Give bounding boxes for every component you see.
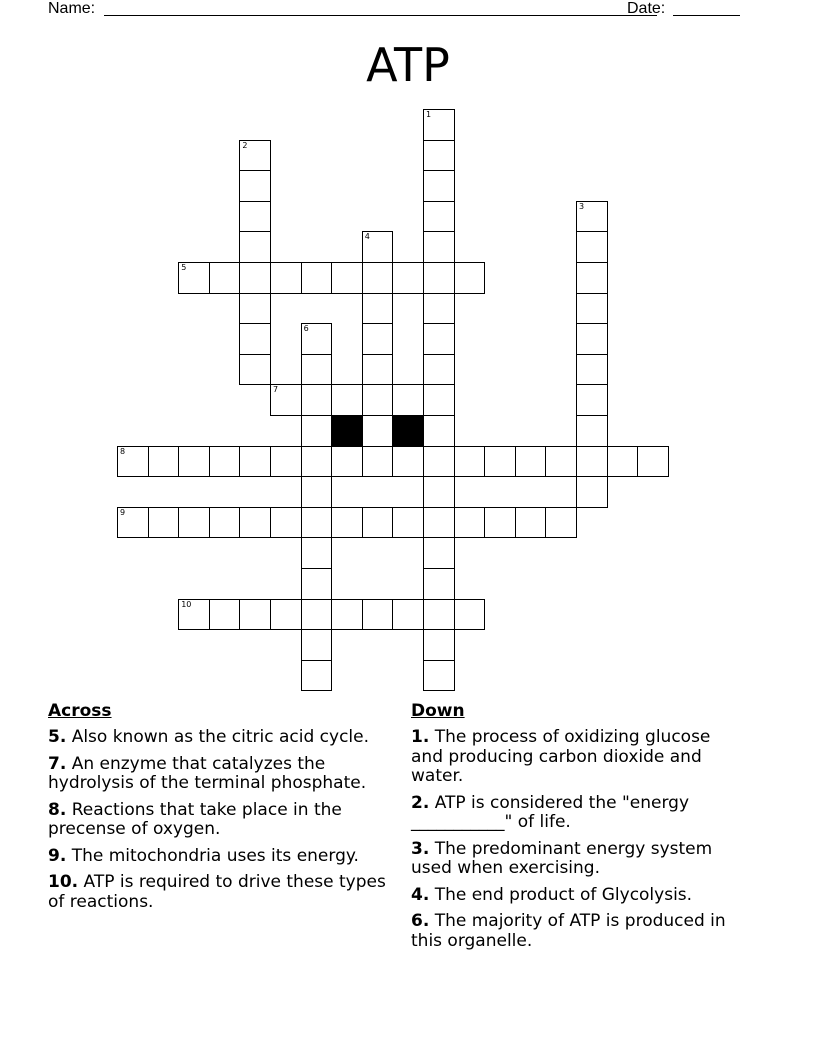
grid-cell[interactable] bbox=[423, 599, 455, 631]
grid-cell[interactable] bbox=[362, 323, 394, 355]
grid-cell[interactable] bbox=[148, 446, 180, 478]
grid-cell[interactable] bbox=[301, 476, 333, 508]
grid-cell[interactable] bbox=[239, 140, 271, 172]
grid-cell[interactable] bbox=[301, 537, 333, 569]
clue-text: Also known as the citric acid cycle. bbox=[71, 727, 370, 747]
grid-cell[interactable] bbox=[576, 231, 608, 263]
grid-cell[interactable] bbox=[362, 599, 394, 631]
cell-number: 1 bbox=[426, 110, 432, 119]
grid-cell[interactable] bbox=[331, 599, 363, 631]
grid-cell[interactable] bbox=[392, 446, 424, 478]
clue-number: 9. bbox=[48, 845, 67, 866]
across-clue bbox=[48, 755, 398, 794]
clue-text: The predominant energy system used when exercising. bbox=[411, 838, 713, 878]
grid-cell[interactable] bbox=[423, 201, 455, 233]
grid-cell[interactable] bbox=[515, 446, 547, 478]
grid-cell[interactable] bbox=[209, 262, 241, 294]
grid-cell[interactable] bbox=[423, 660, 455, 692]
grid-cell[interactable] bbox=[301, 629, 333, 661]
grid-cell[interactable] bbox=[331, 262, 363, 294]
grid-cell[interactable] bbox=[209, 507, 241, 539]
grid-cell[interactable] bbox=[239, 354, 271, 386]
cell-number: 10 bbox=[181, 599, 192, 609]
grid-cell[interactable] bbox=[331, 384, 363, 416]
grid-cell[interactable] bbox=[301, 415, 333, 447]
grid-cell[interactable] bbox=[576, 384, 608, 416]
grid-cell[interactable] bbox=[301, 568, 333, 600]
grid-cell[interactable] bbox=[423, 170, 455, 202]
clue-number: 3. bbox=[411, 838, 430, 859]
clue-number: 6. bbox=[411, 911, 430, 931]
grid-cell[interactable] bbox=[515, 507, 547, 539]
clue-text: The majority of ATP is produced in this organelle. bbox=[411, 911, 726, 951]
grid-cell[interactable] bbox=[423, 231, 455, 263]
down-clue bbox=[411, 886, 741, 906]
down-clue bbox=[411, 840, 741, 879]
grid-cell[interactable] bbox=[301, 446, 333, 478]
grid-cell[interactable] bbox=[270, 262, 302, 294]
grid-cell[interactable] bbox=[301, 384, 333, 416]
grid-cell[interactable] bbox=[454, 446, 486, 478]
down-heading: Down bbox=[411, 701, 465, 721]
grid-cell[interactable] bbox=[301, 354, 333, 386]
cell-number: 7 bbox=[273, 385, 279, 395]
grid-cell[interactable] bbox=[423, 323, 455, 355]
grid-cell[interactable] bbox=[178, 446, 210, 478]
grid-cell[interactable] bbox=[270, 446, 302, 478]
grid-cell[interactable] bbox=[178, 599, 210, 631]
clue-number: 5. bbox=[48, 727, 67, 747]
grid-cell[interactable] bbox=[545, 507, 577, 539]
grid-cell[interactable] bbox=[423, 446, 455, 478]
grid-cell[interactable] bbox=[362, 293, 394, 325]
date-label: Date: bbox=[627, 0, 666, 17]
grid-cell[interactable] bbox=[301, 660, 333, 692]
grid-cell[interactable] bbox=[576, 323, 608, 355]
grid-cell[interactable] bbox=[423, 629, 455, 661]
clue-number: 7. bbox=[48, 753, 67, 774]
across-clue bbox=[48, 728, 398, 748]
grid-cell[interactable] bbox=[270, 507, 302, 539]
clue-number: 4. bbox=[411, 884, 430, 905]
clue-text: The mitochondria uses its energy. bbox=[71, 845, 359, 866]
clue-number: 10. bbox=[48, 872, 79, 892]
grid-cell[interactable] bbox=[545, 446, 577, 478]
cell-number: 5 bbox=[181, 263, 187, 272]
cell-number: 4 bbox=[364, 232, 370, 242]
grid-cell[interactable] bbox=[239, 599, 271, 631]
grid-cell[interactable] bbox=[423, 415, 455, 447]
across-heading: Across bbox=[48, 701, 112, 721]
grid-cell[interactable] bbox=[423, 354, 455, 386]
grid-cell[interactable] bbox=[576, 446, 608, 478]
clue-text: An enzyme that catalyzes the hydrolysis of the terminal phosphate. bbox=[48, 753, 367, 793]
grid-cell[interactable] bbox=[270, 384, 302, 416]
grid-cell[interactable] bbox=[576, 262, 608, 294]
grid-cell[interactable] bbox=[423, 293, 455, 325]
grid-cell[interactable] bbox=[423, 140, 455, 172]
grid-cell[interactable] bbox=[454, 507, 486, 539]
grid-cell[interactable] bbox=[239, 507, 271, 539]
grid-cell[interactable] bbox=[331, 507, 363, 539]
grid-cell[interactable] bbox=[301, 323, 333, 355]
down-clues bbox=[411, 700, 741, 958]
grid-cell[interactable] bbox=[301, 599, 333, 631]
across-clue bbox=[48, 847, 398, 867]
across-clue bbox=[48, 801, 398, 840]
clue-number: 1. bbox=[411, 727, 430, 747]
grid-cell[interactable] bbox=[423, 507, 455, 539]
grid-cell[interactable] bbox=[362, 262, 394, 294]
across-clues bbox=[48, 700, 398, 919]
grid-cell[interactable] bbox=[362, 231, 394, 263]
grid-cell[interactable] bbox=[239, 262, 271, 294]
grid-cell[interactable] bbox=[576, 476, 608, 508]
grid-cell[interactable] bbox=[209, 599, 241, 631]
grid-cell[interactable] bbox=[178, 507, 210, 539]
grid-cell[interactable] bbox=[331, 446, 363, 478]
grid-cell[interactable] bbox=[239, 231, 271, 263]
grid-cell[interactable] bbox=[148, 507, 180, 539]
clue-text: ATP is considered the "energy ___________" of life. bbox=[411, 792, 690, 832]
grid-cell[interactable] bbox=[423, 109, 455, 141]
down-clue bbox=[411, 794, 741, 833]
grid-cell[interactable] bbox=[301, 262, 333, 294]
grid-cell[interactable] bbox=[423, 384, 455, 416]
black-cell bbox=[331, 415, 363, 447]
grid-cell[interactable] bbox=[423, 568, 455, 600]
grid-cell[interactable] bbox=[362, 354, 394, 386]
puzzle-title: ATP bbox=[366, 38, 450, 92]
grid-cell[interactable] bbox=[484, 446, 516, 478]
grid-cell[interactable] bbox=[454, 599, 486, 631]
black-cell bbox=[392, 415, 424, 447]
grid-cell[interactable] bbox=[239, 201, 271, 233]
grid-cell[interactable] bbox=[362, 384, 394, 416]
grid-cell[interactable] bbox=[392, 599, 424, 631]
grid-cell[interactable] bbox=[301, 507, 333, 539]
grid-cell[interactable] bbox=[239, 293, 271, 325]
cell-number: 3 bbox=[579, 201, 585, 211]
down-clue bbox=[411, 728, 741, 787]
name-label: Name: bbox=[48, 0, 96, 17]
clue-number: 2. bbox=[411, 792, 430, 813]
clue-text: ATP is required to drive these types of reactions. bbox=[48, 872, 386, 912]
clue-number: 8. bbox=[48, 799, 67, 820]
grid-cell[interactable] bbox=[423, 262, 455, 294]
clue-text: Reactions that take place in the precense of oxygen. bbox=[48, 799, 342, 839]
across-clue bbox=[48, 873, 398, 912]
grid-cell[interactable] bbox=[423, 476, 455, 508]
grid-cell[interactable] bbox=[239, 170, 271, 202]
clue-text: The process of oxidizing glucose and producing carbon dioxide and water. bbox=[411, 727, 711, 786]
grid-cell[interactable] bbox=[392, 262, 424, 294]
cell-number: 2 bbox=[242, 140, 248, 150]
grid-cell[interactable] bbox=[454, 262, 486, 294]
grid-cell[interactable] bbox=[484, 507, 516, 539]
cell-number: 6 bbox=[303, 324, 309, 334]
grid-cell[interactable] bbox=[362, 446, 394, 478]
grid-cell[interactable] bbox=[576, 415, 608, 447]
grid-cell[interactable] bbox=[392, 384, 424, 416]
grid-cell[interactable] bbox=[239, 323, 271, 355]
grid-cell[interactable] bbox=[239, 446, 271, 478]
grid-cell[interactable] bbox=[392, 507, 424, 539]
grid-cell[interactable] bbox=[178, 262, 210, 294]
cell-number: 9 bbox=[120, 507, 126, 517]
down-clue bbox=[411, 912, 741, 951]
grid-cell[interactable] bbox=[117, 446, 149, 478]
grid-cell[interactable] bbox=[209, 446, 241, 478]
grid-cell[interactable] bbox=[576, 293, 608, 325]
grid-cell[interactable] bbox=[637, 446, 669, 478]
grid-cell[interactable] bbox=[576, 354, 608, 386]
grid-cell[interactable] bbox=[423, 537, 455, 569]
grid-cell[interactable] bbox=[362, 507, 394, 539]
grid-cell[interactable] bbox=[362, 415, 394, 447]
grid-cell[interactable] bbox=[117, 507, 149, 539]
grid-cell[interactable] bbox=[607, 446, 639, 478]
cell-number: 8 bbox=[120, 446, 126, 456]
grid-cell[interactable] bbox=[270, 599, 302, 631]
grid-cell[interactable] bbox=[576, 201, 608, 233]
clue-text: The end product of Glycolysis. bbox=[434, 884, 693, 905]
